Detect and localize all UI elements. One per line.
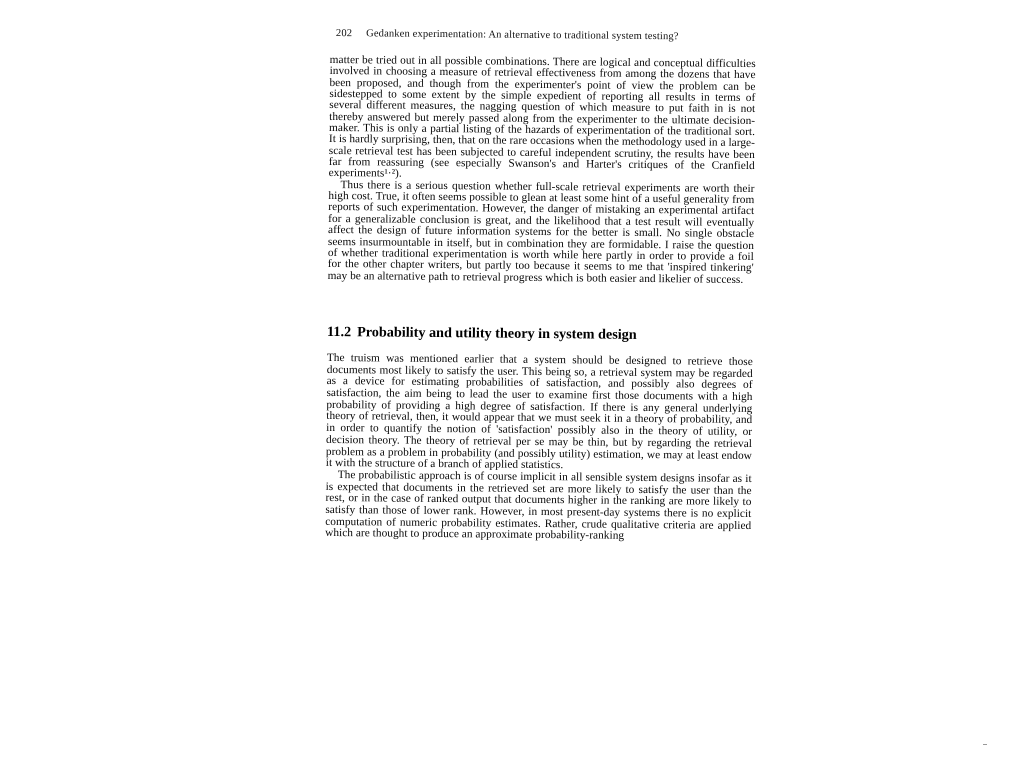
section2-paragraph2: The probabilistic approach is of course implicit in all sensible system designs insofar as it is expected that documents in the retrieved set are more likely to satisfy the user than the rest, or in the case of ranked output that documents higher in the ranking are more likely to satisfy than those of lower rank. However, in most present-day systems there is no explicit computation of numeric probability estimates. Rather, crude qualitative criteria are applied which are thought to produce an approximate probability-ranking — [325, 468, 752, 543]
scan-speck — [983, 744, 987, 745]
book-page — [323, 28, 756, 732]
section1-paragraph1: matter be tried out in all possible combinations. There are logical and conceptual difficulties involved in choosing a measure of retrieval effectiveness from among the dozens that have been proposed, and though from the experimenter's point of view the problem can be sidestepped to some extent by the simple expedient of reporting all results in terms of several different measures, the nagging question of which measure to put faith in is not thereby answered but merely passed along from the experimenter to the ultimate decision-maker. This is only a partial listing of the hazards of experimentation of the traditional sort. It is hardly surprising, then, that on the rare occasions when the methodology used in a large-scale retrieval test has been subjected to careful independent scrutiny, the results have been far from reassuring (see especially Swanson's and Harter's critiques of the Cranfield experiments¹·²). — [328, 53, 756, 181]
section-gap — [327, 282, 753, 328]
running-head — [336, 28, 756, 43]
section-number: 11.2 — [327, 323, 352, 341]
section1-paragraph2: Thus there is a serious question whether full-scale retrieval experiments are worth their high cost. True, it often seems possible to glean at least some hint of a useful generality from reports of such experimentation. However, the danger of mistaking an experimental artifact for a generalizable conclusion is great, and the likelihood that a test result will eventually affect the design of future information systems for the better is small. No single obstacle seems insurmountable in itself, but in combination they are formidable. I raise the question of whether traditional experimentation is worth while here partly in order to provide a foil for the other chapter writers, but partly too because it seems to me that 'inspired tinkering' may be an alternative path to retrieval progress which is both easier and likelier of success. — [327, 178, 755, 286]
running-head-title: Gedanken experimentation: An alternative to traditional system testing? — [366, 28, 679, 43]
page-number: 202 — [335, 28, 353, 40]
section2-paragraph1: The truism was mentioned earlier that a system should be designed to retrieve those documents most likely to satisfy the user. This being so, a retrieval system may be regarded as a device for estimating probabilities of satisfaction, and possibly also degrees of satisfaction, the aim being to lead the user to examine first those documents with a high probability of providing a high degree of satisfaction. If there is any general underlying theory of retrieval, then, it would appear that we must seek it in a theory of probability, and in order to quantify the notion of 'satisfaction' possibly also in the theory of utility, or decision theory. The theory of retrieval per se may be thin, but by regarding the retrieval problem as a problem in probability (and possibly utility) estimation, we may at least endow it with the structure of a branch of applied statistics. — [325, 351, 753, 472]
section-heading — [327, 324, 753, 345]
section-title: Probability and utility theory in system design — [357, 324, 637, 343]
